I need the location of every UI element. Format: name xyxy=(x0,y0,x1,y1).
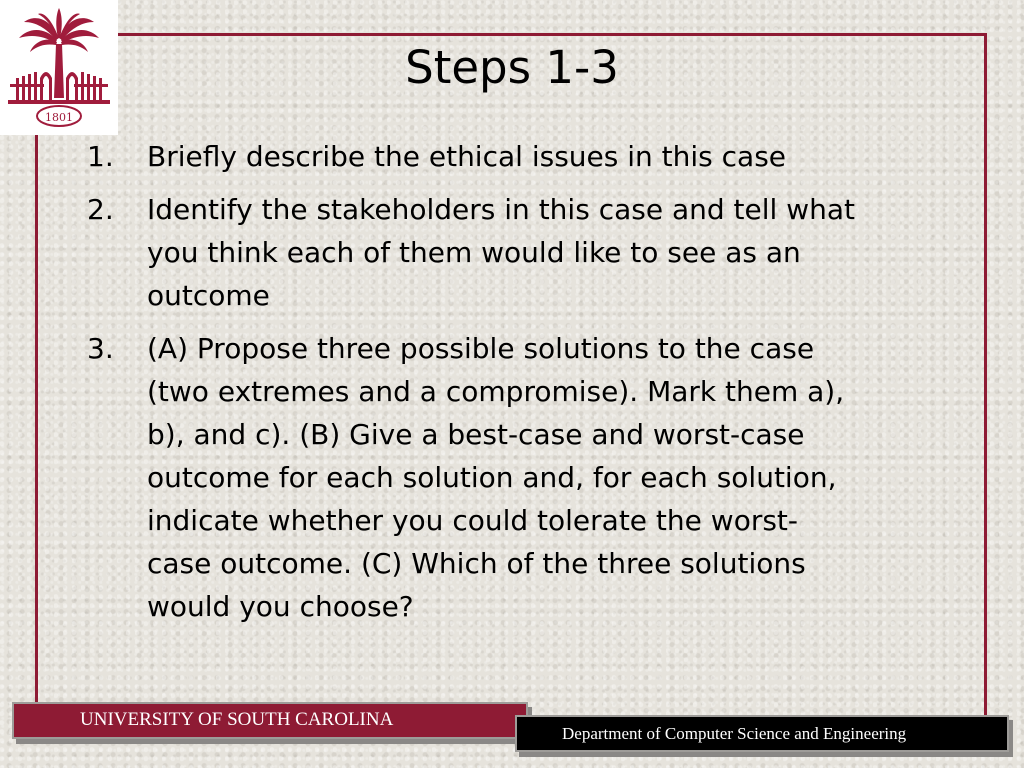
list-item xyxy=(87,327,967,628)
step-text: (A) Propose three possible solutions to the case (two extremes and a compromise). Mark them a), b), and c). (B) Give a best-case and worst-case outcome for each solution and, for each solution, indicate whether you could tolerate the worst- case outcome. (C) Which of the three solutions would you choose? xyxy=(147,332,845,623)
step-number: 3. xyxy=(87,332,114,365)
step-text: Identify the stakeholders in this case and tell what you think each of them would like to see as an outcome xyxy=(147,193,855,312)
step-number: 2. xyxy=(87,193,114,226)
step-number: 1. xyxy=(87,140,114,173)
step-text: Briefly describe the ethical issues in this case xyxy=(147,140,787,173)
department-name: Department of Computer Science and Engineering xyxy=(562,724,907,743)
list-item xyxy=(87,135,967,178)
slide-title: Steps 1-3 xyxy=(405,41,619,94)
logo-year: 1801 xyxy=(45,111,73,124)
university-name: UNIVERSITY OF SOUTH CAROLINA xyxy=(80,709,394,730)
university-footer-bar xyxy=(14,704,526,737)
list-item xyxy=(87,188,967,317)
steps-list xyxy=(87,135,967,628)
department-footer-bar xyxy=(517,717,1007,750)
